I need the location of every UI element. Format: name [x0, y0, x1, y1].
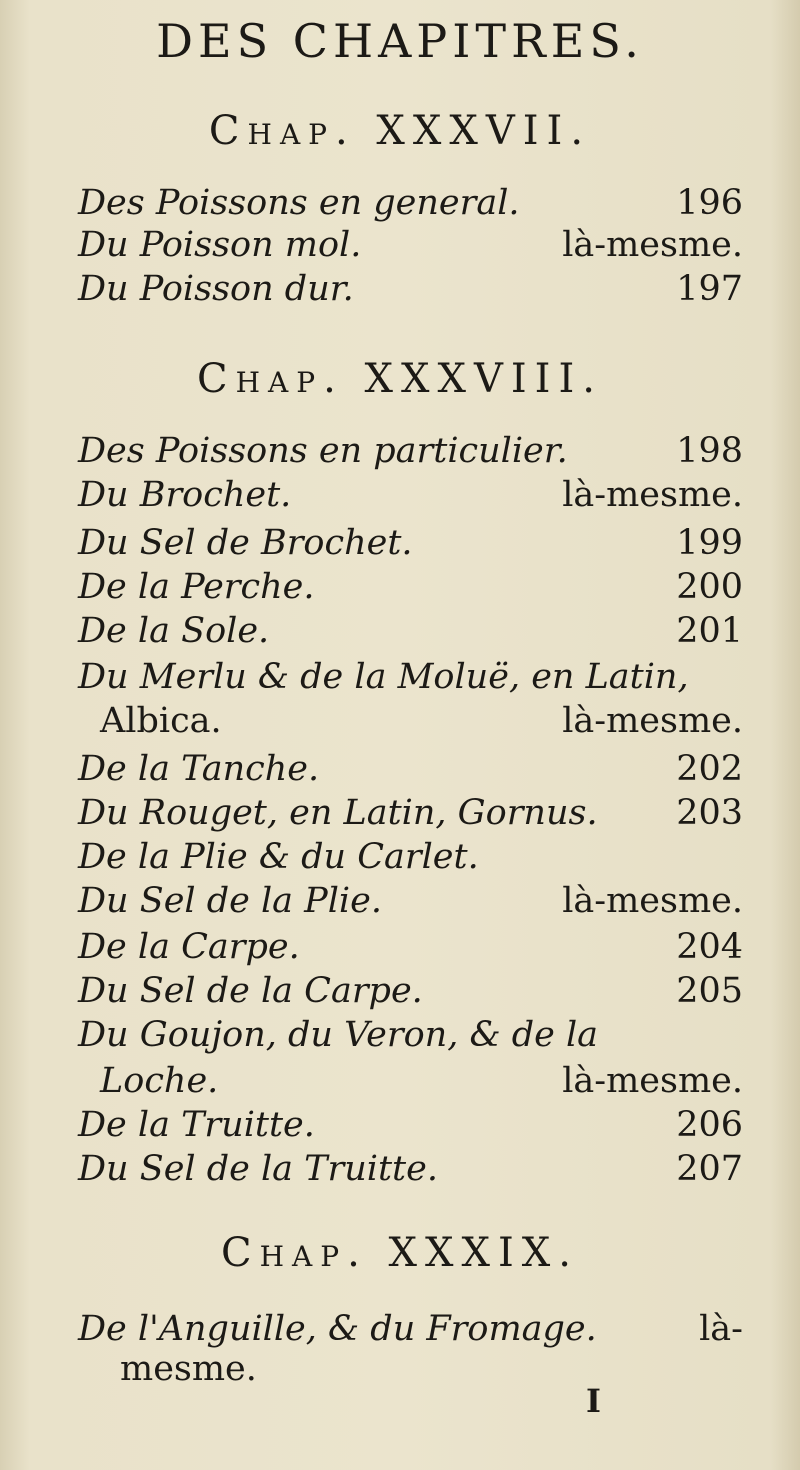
toc-entry — [78, 927, 743, 967]
entry-page: là-mesme. — [562, 1061, 743, 1101]
toc-entry — [78, 225, 743, 265]
entry-page: 205 — [676, 971, 743, 1011]
entry-title: Albica. — [100, 701, 222, 741]
entry-page: 207 — [676, 1149, 743, 1189]
entry-title: Du Merlu & de la Moluë, en Latin, — [78, 657, 689, 697]
toc-entry — [78, 431, 743, 471]
entry-title: Du Sel de la Truitte. — [78, 1149, 438, 1189]
toc-entry — [78, 1309, 743, 1349]
entry-title: De la Perche. — [78, 567, 315, 607]
toc-entry — [78, 793, 743, 833]
chapter-heading: Chap. XXXIX. — [221, 1230, 579, 1276]
entry-page: 198 — [676, 431, 743, 471]
entry-page: 197 — [676, 269, 743, 309]
entry-title: mesme. — [120, 1349, 257, 1389]
entry-title: De la Truitte. — [78, 1105, 315, 1145]
toc-entry — [78, 523, 743, 563]
signature-mark: I — [586, 1382, 601, 1420]
toc-entry — [78, 269, 743, 309]
toc-entry-continuation — [120, 1349, 743, 1389]
toc-entry — [78, 1149, 743, 1189]
entry-title: Du Poisson mol. — [78, 225, 362, 265]
entry-title: Du Poisson dur. — [78, 269, 354, 309]
entry-page: 200 — [676, 567, 743, 607]
entry-title: Du Rouget, en Latin, Gornus. — [78, 793, 598, 833]
entry-page: là-mesme. — [562, 701, 743, 741]
entry-title: De la Carpe. — [78, 927, 300, 967]
entry-title: De la Sole. — [78, 611, 270, 651]
toc-entry — [78, 1015, 743, 1055]
toc-entry — [78, 611, 743, 651]
toc-entry — [78, 475, 743, 515]
entry-title: Du Brochet. — [78, 475, 292, 515]
entry-page: 204 — [676, 927, 743, 967]
toc-entry — [78, 1105, 743, 1145]
entry-page: 196 — [676, 183, 743, 223]
entry-page: là-mesme. — [562, 225, 743, 265]
chapter-heading: Chap. XXXVIII. — [197, 356, 603, 402]
toc-entry-continuation — [100, 701, 743, 741]
entry-title: De la Tanche. — [78, 749, 320, 789]
chapter-heading: Chap. XXXVII. — [208, 108, 592, 154]
entry-page: là-mesme. — [562, 475, 743, 515]
entry-title: De la Plie & du Carlet. — [78, 837, 479, 877]
entry-page: 201 — [676, 611, 743, 651]
entry-page: là- — [699, 1309, 743, 1349]
entry-page: 203 — [676, 793, 743, 833]
toc-entry — [78, 183, 743, 223]
running-head: DES CHAPITRES. — [156, 14, 644, 68]
entry-title: Du Goujon, du Veron, & de la — [78, 1015, 599, 1055]
toc-entry — [78, 881, 743, 921]
entry-title: Des Poissons en general. — [78, 183, 520, 223]
entry-title: Du Sel de la Plie. — [78, 881, 382, 921]
entry-page: 206 — [676, 1105, 743, 1145]
entry-title: Des Poissons en particulier. — [78, 431, 568, 471]
entry-title: De l'Anguille, & du Fromage. — [78, 1309, 597, 1349]
entry-title: Du Sel de Brochet. — [78, 523, 413, 563]
toc-entry — [78, 567, 743, 607]
entry-title: Loche. — [100, 1061, 219, 1101]
entry-page: 199 — [676, 523, 743, 563]
toc-entry — [78, 837, 743, 877]
toc-entry — [78, 749, 743, 789]
toc-entry-continuation — [100, 1061, 743, 1101]
toc-entry — [78, 971, 743, 1011]
toc-entry — [78, 657, 743, 697]
entry-title: Du Sel de la Carpe. — [78, 971, 423, 1011]
entry-page: 202 — [676, 749, 743, 789]
entry-page: là-mesme. — [562, 881, 743, 921]
